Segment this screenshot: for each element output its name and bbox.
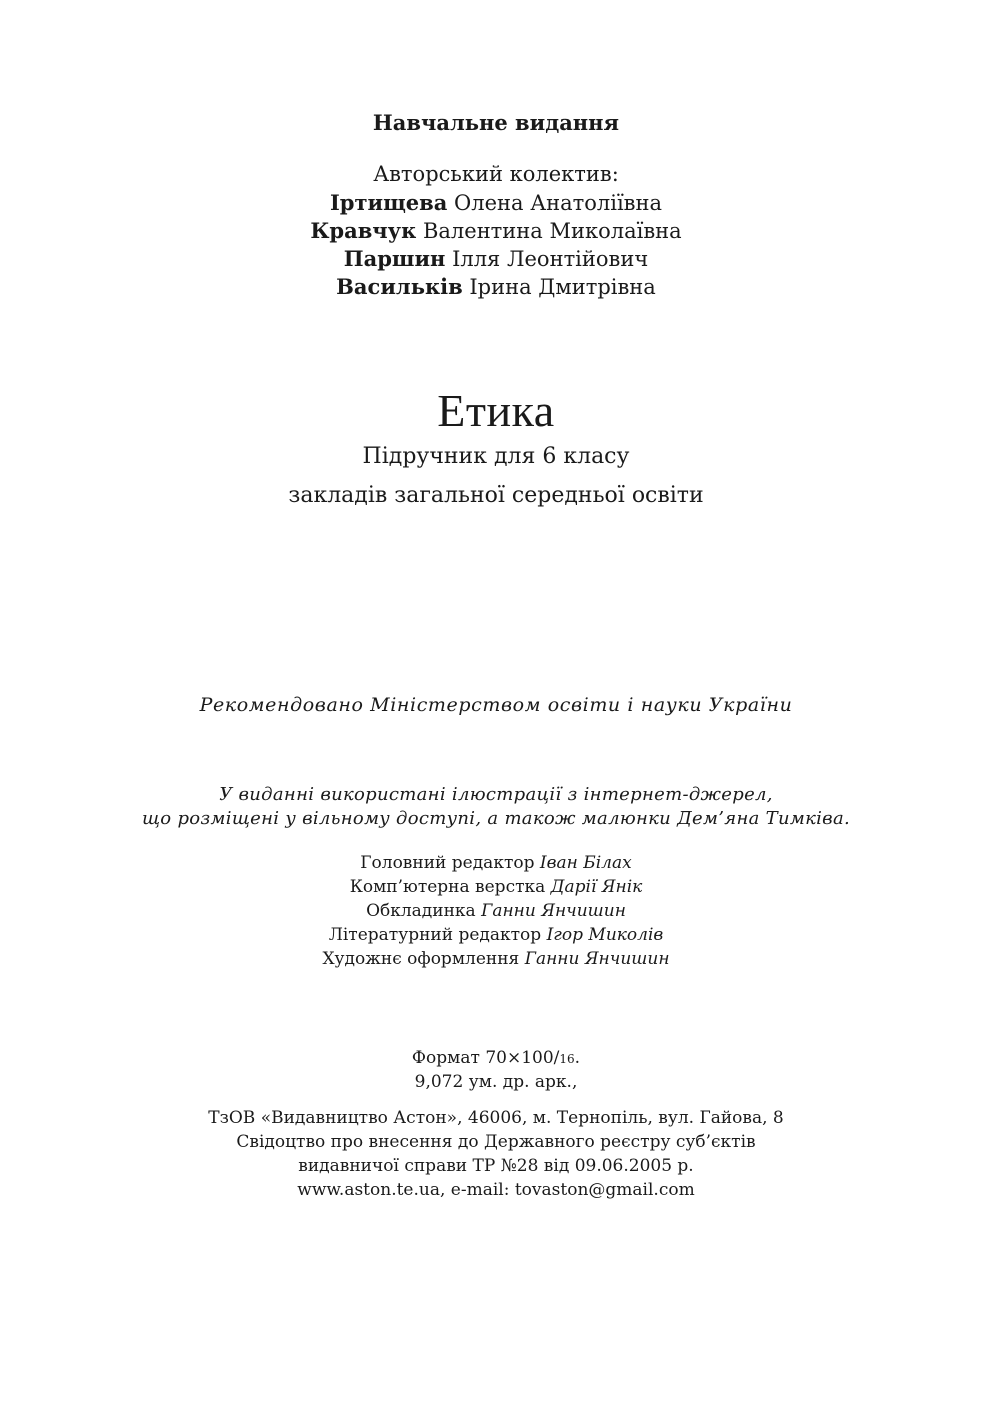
credit-role: Художнє оформлення	[322, 949, 520, 969]
format-denominator: 16	[559, 1052, 575, 1066]
credit-cover	[0, 899, 992, 923]
book-subtitle-line-2: закладів загальної середньої освіти	[288, 483, 704, 508]
authors-heading: Авторський колектив:	[373, 162, 619, 186]
credit-role: Літературний редактор	[328, 925, 542, 945]
book-subtitle-line-1: Підручник для 6 класу	[362, 444, 630, 469]
author-4	[0, 273, 992, 301]
book-title: Етика	[437, 385, 555, 436]
printed-sheets: 9,072 ум. др. арк.,	[414, 1072, 578, 1092]
author-3	[0, 245, 992, 273]
author-given-name: Ірина Дмитрівна	[469, 275, 656, 299]
credit-person: Ганни Янчишин	[481, 901, 626, 921]
author-surname: Васильків	[336, 274, 463, 299]
author-2	[0, 217, 992, 245]
credit-person: Ганни Янчишин	[524, 949, 670, 969]
credit-chief-editor	[0, 851, 992, 875]
author-surname: Паршин	[343, 246, 446, 271]
author-1	[0, 189, 992, 217]
author-given-name: Валентина Миколаївна	[422, 219, 682, 243]
author-surname: Іртищева	[329, 190, 448, 215]
publisher-contacts: www.aston.te.ua, e-mail: tovaston@gmail.com	[297, 1180, 695, 1200]
format-suffix: .	[574, 1048, 581, 1068]
author-given-name: Ілля Леонтійович	[452, 247, 649, 271]
publisher-certificate-line-1: Свідоцтво про внесення до Державного реєстру суб’єктів	[236, 1132, 756, 1152]
credit-layout	[0, 875, 992, 899]
credit-role: Обкладинка	[366, 901, 476, 921]
publisher-certificate-line-2: видавничої справи ТР №28 від 09.06.2005 р.	[298, 1156, 694, 1176]
credit-person: Ігор Миколів	[546, 925, 664, 945]
recommendation-note: Рекомендовано Міністерством освіти і науки України	[199, 694, 793, 716]
publisher-address: ТзОВ «Видавництво Астон», 46006, м. Тернопіль, вул. Гайова, 8	[208, 1108, 784, 1128]
edition-type: Навчальне видання	[372, 110, 620, 135]
credit-literary-editor	[0, 923, 992, 947]
format-prefix: Формат 70×100/	[411, 1048, 560, 1068]
credit-person: Іван Білах	[539, 853, 632, 873]
illustrations-note-line-1: У виданні використані ілюстрації з інтернет-джерел,	[219, 784, 773, 805]
credit-art-design	[0, 947, 992, 971]
credit-person: Дарії Янік	[550, 877, 643, 897]
illustrations-note-line-2: що розміщені у вільному доступі, а також малюнки Дем’яна Тимківа.	[141, 808, 851, 829]
author-given-name: Олена Анатоліївна	[454, 191, 663, 215]
credit-role: Комп’ютерна верстка	[349, 877, 546, 897]
author-surname: Кравчук	[310, 218, 417, 243]
credit-role: Головний редактор	[360, 853, 535, 873]
format-line	[0, 1046, 992, 1071]
